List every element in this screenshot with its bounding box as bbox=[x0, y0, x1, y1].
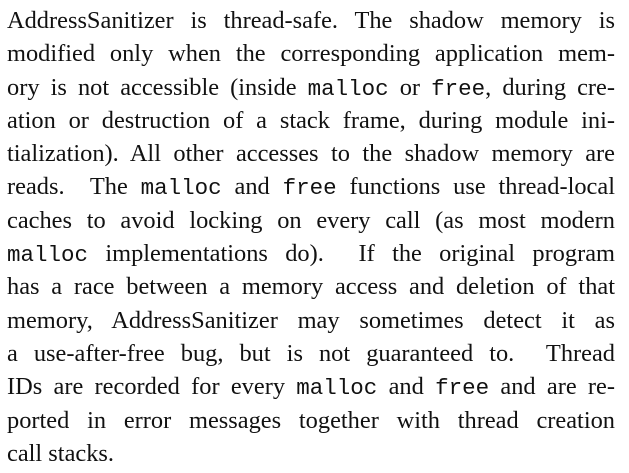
text-segment: modified only when the corresponding application mem- bbox=[7, 40, 615, 68]
text-segment: ory is not accessible (inside bbox=[7, 73, 308, 101]
text-line bbox=[7, 337, 627, 370]
text-line bbox=[7, 404, 627, 437]
code-token: malloc bbox=[140, 175, 222, 202]
text-line bbox=[7, 204, 627, 237]
text-segment: caches to avoid locking on every call (as most modern bbox=[7, 206, 615, 234]
text-segment: implementations do). If the original program bbox=[88, 240, 615, 268]
text-segment: or bbox=[388, 73, 432, 101]
code-token: malloc bbox=[307, 75, 389, 102]
text-segment: AddressSanitizer is thread-safe. The shadow memory is bbox=[7, 7, 615, 34]
code-token: free bbox=[435, 375, 490, 402]
text-segment: and bbox=[221, 173, 283, 201]
text-line bbox=[7, 304, 627, 337]
text-segment: tialization). All other accesses to the shadow memory are bbox=[7, 140, 615, 168]
text-segment: ported in error messages together with thread creation bbox=[7, 406, 615, 434]
text-segment: a use-after-free bug, but is not guaranteed to. Thread bbox=[7, 339, 615, 367]
text-segment: memory, AddressSanitizer may sometimes detect it as bbox=[7, 306, 615, 334]
text-segment: , during cre- bbox=[485, 73, 616, 101]
text-segment: has a race between a memory access and deletion of that bbox=[7, 273, 615, 301]
code-token: malloc bbox=[7, 242, 89, 269]
text-line bbox=[7, 170, 627, 203]
text-line bbox=[7, 137, 627, 170]
text-segment: call stacks. bbox=[7, 439, 115, 467]
body-paragraph bbox=[7, 4, 627, 470]
text-line bbox=[7, 37, 627, 70]
text-segment: ation or destruction of a stack frame, during module ini- bbox=[7, 106, 615, 134]
code-token: malloc bbox=[296, 375, 378, 402]
text-segment: and are re- bbox=[489, 373, 615, 401]
code-token: free bbox=[282, 175, 337, 202]
text-segment: and bbox=[377, 373, 436, 401]
text-line bbox=[7, 237, 627, 270]
text-segment: IDs are recorded for every bbox=[7, 373, 297, 401]
text-line bbox=[7, 104, 627, 137]
text-line bbox=[7, 437, 627, 470]
text-line bbox=[7, 4, 627, 37]
code-token: free bbox=[431, 75, 486, 102]
text-line bbox=[7, 270, 627, 303]
text-segment: reads. The bbox=[7, 173, 141, 201]
text-line bbox=[7, 71, 627, 104]
text-segment: functions use thread-local bbox=[336, 173, 615, 201]
text-line bbox=[7, 370, 627, 403]
